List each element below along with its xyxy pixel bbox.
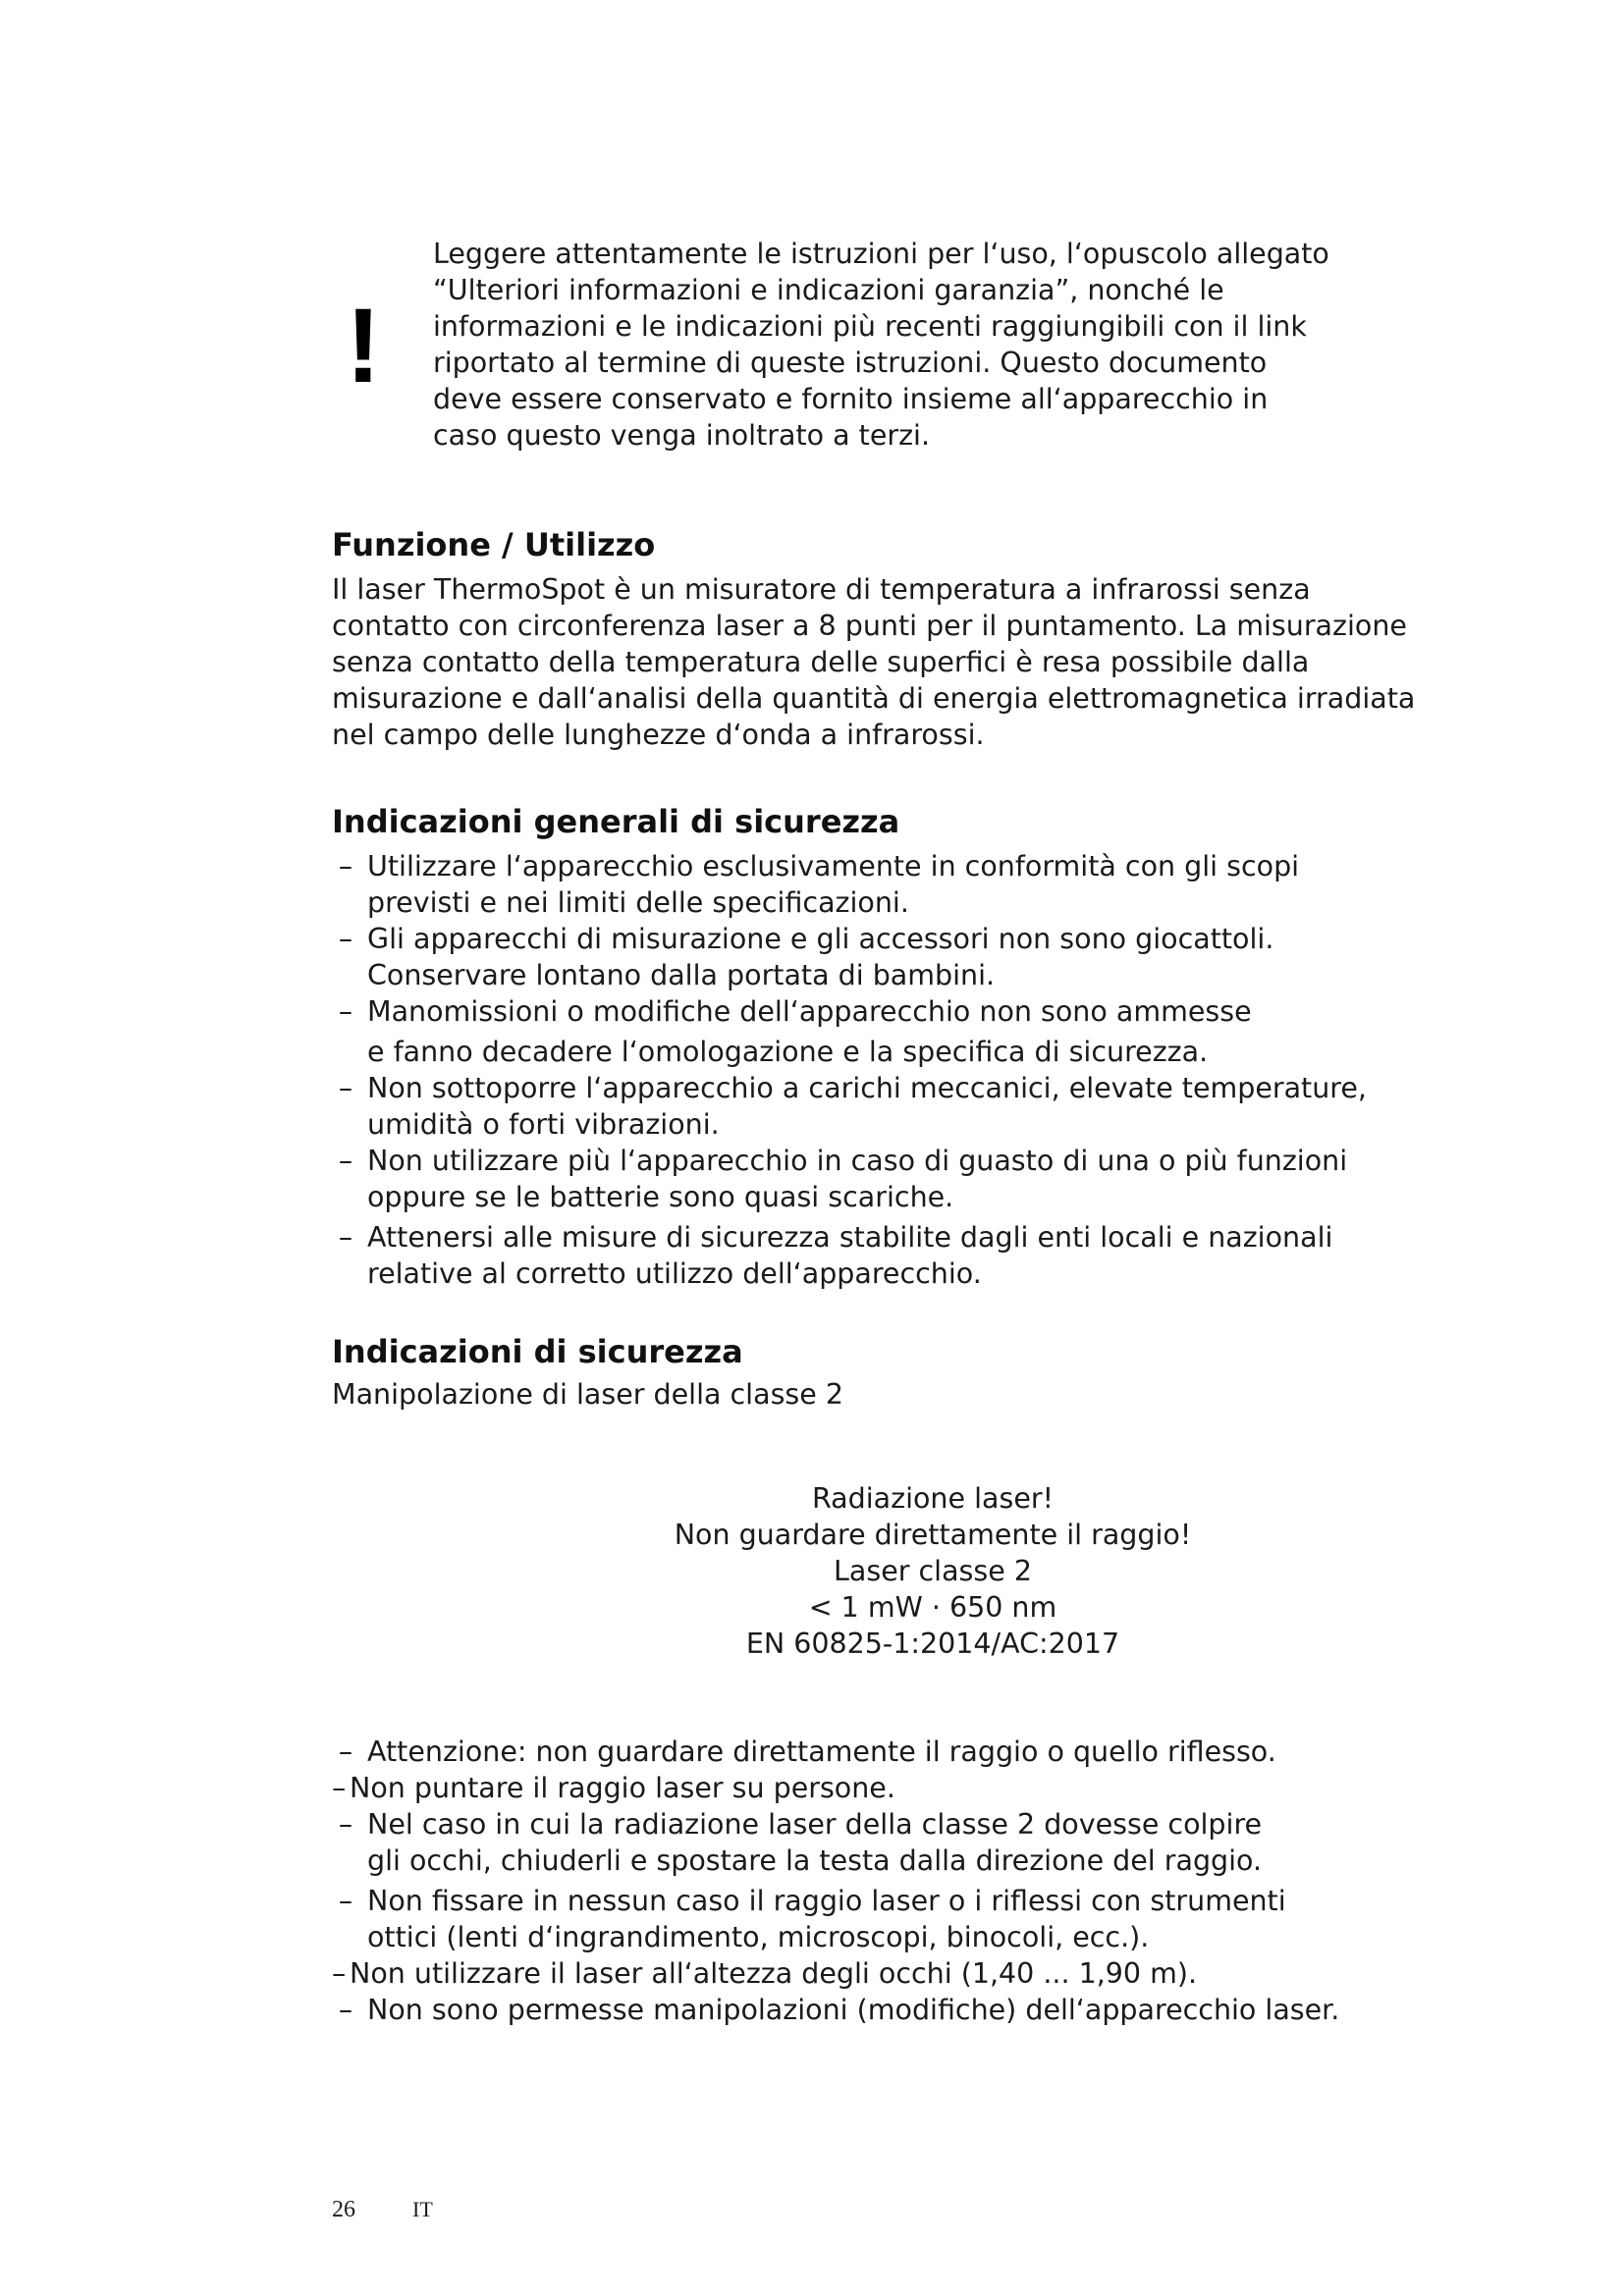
exclamation-icon: ! — [346, 286, 381, 404]
list-item-line: Attenzione: non guardare direttamente il raggio o quello riflesso. — [367, 1735, 1276, 1768]
list-item-line: Conservare lontano dalla portata di bambini. — [367, 959, 996, 991]
dash-bullet: – — [338, 1072, 353, 1104]
dash-bullet: – — [338, 923, 353, 955]
dash-bullet: – — [338, 850, 353, 882]
list-item — [332, 921, 1363, 993]
warning-line: “Ulteriori informazioni e indicazioni garanzia”, nonché le — [433, 274, 1224, 306]
list-item — [332, 1143, 1363, 1215]
list-item — [332, 1070, 1367, 1143]
laser-warning-label — [638, 1480, 1227, 1662]
function-paragraph — [332, 571, 1416, 753]
warning-line: deve essere conservato e fornito insieme all‘apparecchio in — [433, 383, 1269, 415]
laser-warning-line: EN 60825-1:2014/AC:2017 — [745, 1628, 1120, 1660]
paragraph-line: nel campo delle lunghezze d‘onda a infrarossi. — [332, 719, 985, 751]
list-item-line: Manomissioni o modifiche dell‘apparecchio non sono ammesse — [367, 995, 1252, 1028]
list-item-line: Non fissare in nessun caso il raggio laser o i riflessi con strumenti — [367, 1885, 1286, 1917]
list-item-line: e fanno decadere l‘omologazione e la specifica di sicurezza. — [367, 1036, 1209, 1068]
safety-subtitle: Manipolazione di laser della classe 2 — [332, 1378, 843, 1411]
dash-bullet: – — [338, 1145, 353, 1177]
laser-warning-line: Laser classe 2 — [834, 1555, 1032, 1587]
laser-warning-line: Radiazione laser! — [812, 1482, 1054, 1515]
dash-bullet: – — [338, 1735, 353, 1768]
section-title-general-safety: Indicazioni generali di sicurezza — [332, 803, 900, 840]
list-item-line: Utilizzare l‘apparecchio esclusivamente in conformità con gli scopi — [367, 850, 1300, 882]
page-number: 26 — [332, 2197, 355, 2222]
section-title-safety: Indicazioni di sicurezza — [332, 1333, 743, 1370]
dash-bullet: – — [338, 1885, 353, 1917]
list-item — [332, 1219, 1363, 1292]
paragraph-line: contatto con circonferenza laser a 8 punti per il puntamento. La misurazione — [332, 610, 1407, 642]
list-item — [332, 1992, 1363, 2028]
general-safety-list — [332, 848, 1367, 1292]
list-item-line: Non sottoporre l‘apparecchio a carichi meccanici, elevate temperature, — [367, 1072, 1367, 1104]
dash-bullet: – — [338, 1221, 353, 1254]
list-item — [332, 1734, 1363, 1770]
list-item-line: Non sono permesse manipolazioni (modifiche) dell‘apparecchio laser. — [367, 1994, 1340, 2026]
list-item — [332, 1770, 1363, 1806]
paragraph-line: Il laser ThermoSpot è un misuratore di temperatura a infrarossi senza — [332, 573, 1311, 606]
paragraph-line: misurazione e dall‘analisi della quantità di energia elettromagnetica irradiata — [332, 682, 1416, 715]
list-item-line: Gli apparecchi di misurazione e gli accessori non sono giocattoli. — [367, 923, 1274, 955]
list-item-line: oppure se le batterie sono quasi scariche. — [367, 1181, 954, 1213]
laser-warning-line: < 1 mW · 650 nm — [808, 1591, 1057, 1624]
list-item-line: Attenersi alle misure di sicurezza stabilite dagli enti locali e nazionali — [367, 1221, 1333, 1254]
list-item-line: relative al corretto utilizzo dell‘apparecchio. — [367, 1257, 982, 1290]
list-item — [332, 993, 1363, 1070]
list-item — [332, 1883, 1363, 1955]
list-item — [332, 1806, 1363, 1879]
list-item-line: Non utilizzare il laser all‘altezza degli occhi (1,40 ... 1,90 m). — [350, 1957, 1198, 1990]
paragraph-line: senza contatto della temperatura delle superfici è resa possibile dalla — [332, 646, 1310, 678]
dash-bullet: – — [332, 1772, 347, 1804]
list-item-line: umidità o forti vibrazioni. — [367, 1108, 720, 1141]
section-title-function: Funzione / Utilizzo — [332, 526, 656, 563]
list-item-line: Non utilizzare più l‘apparecchio in caso di guasto di una o più funzioni — [367, 1145, 1348, 1177]
list-item — [332, 848, 1363, 921]
warning-line: riportato al termine di queste istruzioni. Questo documento — [433, 347, 1268, 379]
dash-bullet: – — [338, 995, 353, 1028]
language-code: IT — [412, 2197, 433, 2221]
dash-bullet: – — [338, 1994, 353, 2026]
dash-bullet: – — [332, 1957, 347, 1990]
list-item-line: Nel caso in cui la radiazione laser della classe 2 dovesse colpire — [367, 1808, 1263, 1841]
dash-bullet: – — [338, 1808, 353, 1841]
laser-safety-list — [332, 1734, 1363, 2028]
warning-line: caso questo venga inoltrato a terzi. — [433, 419, 931, 452]
list-item-line: ottici (lenti d‘ingrandimento, microscopi, binocoli, ecc.). — [367, 1921, 1150, 1953]
warning-line: Leggere attentamente le istruzioni per l‘uso, l‘opuscolo allegato — [433, 238, 1329, 270]
list-item — [332, 1955, 1363, 1992]
warning-text — [433, 236, 1329, 454]
warning-line: informazioni e le indicazioni più recenti raggiungibili con il link — [433, 310, 1307, 343]
list-item-line: gli occhi, chiuderli e spostare la testa dalla direzione del raggio. — [367, 1844, 1263, 1877]
list-item-line: Non puntare il raggio laser su persone. — [350, 1772, 895, 1804]
list-item-line: previsti e nei limiti delle specificazioni. — [367, 886, 909, 919]
laser-warning-line: Non guardare direttamente il raggio! — [674, 1519, 1192, 1551]
